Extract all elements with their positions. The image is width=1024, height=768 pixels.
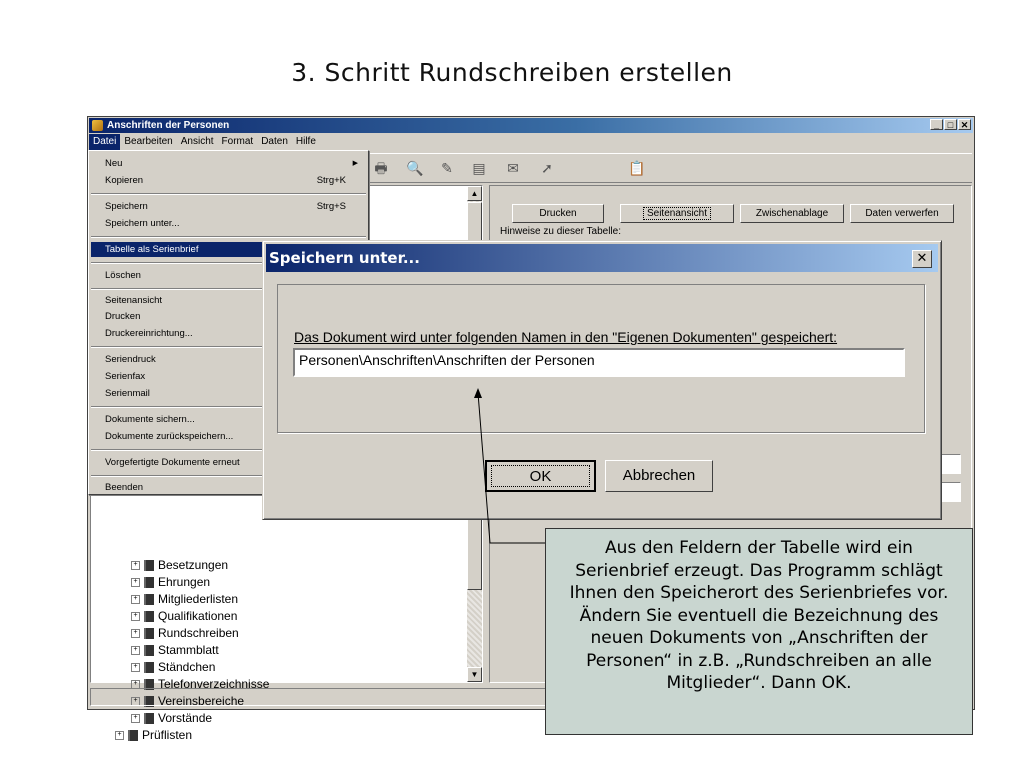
menu-item-dokumente-zurueck[interactable]: Dokumente zurückspeichern... <box>105 431 234 442</box>
filename-label: Das Dokument wird unter folgenden Namen in den "Eigenen Dokumenten" gespeichert: <box>294 329 838 345</box>
menu-hilfe[interactable]: Hilfe <box>295 136 316 147</box>
tree-item[interactable]: + Stammblatt <box>131 642 219 659</box>
menu-datei[interactable]: Datei <box>89 134 120 150</box>
preview-icon[interactable]: 🔍 <box>406 160 424 176</box>
menu-item-seitenansicht[interactable]: Seitenansicht <box>105 295 163 306</box>
window-titlebar[interactable] <box>89 118 973 133</box>
tree-item[interactable]: + Ständchen <box>131 659 215 676</box>
menu-item-dokumente-sichern[interactable]: Dokumente sichern... <box>105 414 195 425</box>
dialog-close-icon[interactable]: ✕ <box>912 250 932 268</box>
ok-button[interactable]: OK <box>485 460 596 492</box>
menu-item-druckereinrichtung[interactable]: Druckereinrichtung... <box>105 328 193 339</box>
print-icon[interactable]: 🖶 <box>374 160 388 176</box>
app-icon <box>92 120 103 131</box>
scroll-up-icon[interactable]: ▲ <box>467 186 482 201</box>
menu-item-beenden[interactable]: Beenden <box>105 482 144 493</box>
tree-item[interactable]: + Telefonverzeichnisse <box>131 676 269 693</box>
scroll-down-icon[interactable]: ▼ <box>467 667 482 682</box>
table-icon[interactable]: ▤ <box>472 160 486 176</box>
menu-item-drucken[interactable]: Drucken <box>105 311 141 322</box>
explanation-callout: Aus den Feldern der Tabelle wird ein Serienbrief erzeugt. Das Programm schlägt Ihnen den Speicherort des Serienbriefes vor. Ändern Sie eventuell die Bezeichnung des neuen Dokuments von „Anschriften der Personen“ in z.B. „Rundschreiben an alle Mitglieder“. Dann OK. <box>545 528 973 735</box>
menu-item-speichern[interactable]: Speichern Strg+S <box>105 201 346 212</box>
menu-format[interactable]: Format <box>221 136 254 147</box>
zwischenablage-button[interactable]: Zwischenablage <box>740 204 844 223</box>
export-icon[interactable]: ➚ <box>541 160 553 176</box>
maximize-button[interactable]: □ <box>944 119 957 130</box>
window-title: Anschriften der Personen <box>107 120 230 131</box>
close-button[interactable]: ✕ <box>958 119 971 130</box>
menu-ansicht[interactable]: Ansicht <box>180 136 214 147</box>
tree-item[interactable]: + Rundschreiben <box>131 625 239 642</box>
menu-item-serienmail[interactable]: Serienmail <box>105 388 150 399</box>
menu-bearbeiten[interactable]: Bearbeiten <box>124 136 173 147</box>
tree-item[interactable]: + Vorstände <box>131 710 212 727</box>
menu-item-seriendruck[interactable]: Seriendruck <box>105 354 156 365</box>
filename-input[interactable]: Personen\Anschriften\Anschriften der Personen <box>293 348 905 377</box>
tree-item[interactable]: + Prüflisten <box>115 727 192 744</box>
menu-item-loeschen[interactable]: Löschen <box>105 270 141 281</box>
tree-item[interactable]: + Besetzungen <box>131 557 228 574</box>
dialog-title: Speichern unter... <box>269 249 420 267</box>
eraser-icon[interactable]: ✎ <box>441 160 453 176</box>
clipboard-icon[interactable]: 📋 <box>628 160 646 176</box>
menu-item-tabelle-serienbrief[interactable]: Tabelle als Serienbrief <box>91 242 366 257</box>
seitenansicht-button[interactable]: Seitenansicht <box>620 204 734 223</box>
daten-verwerfen-button[interactable]: Daten verwerfen <box>850 204 954 223</box>
tree-item[interactable]: + Qualifikationen <box>131 608 237 625</box>
tree-item[interactable]: + Mitgliederlisten <box>131 591 238 608</box>
menu-separator <box>91 236 366 238</box>
menu-item-neu[interactable]: Neu ▶ <box>105 158 358 169</box>
menu-daten[interactable]: Daten <box>261 136 288 147</box>
dialog-titlebar[interactable] <box>266 244 938 272</box>
tree-item[interactable]: + Vereinsbereiche <box>131 693 244 710</box>
slide-title: 3. Schritt Rundschreiben erstellen <box>291 58 733 87</box>
menu-item-serienfax[interactable]: Serienfax <box>105 371 146 382</box>
tree-item[interactable]: + Ehrungen <box>131 574 210 591</box>
menu-separator <box>91 193 366 195</box>
menu-item-kopieren[interactable]: Kopieren Strg+K <box>105 175 346 186</box>
drucken-button[interactable]: Drucken <box>512 204 604 223</box>
hint-label: Hinweise zu dieser Tabelle: <box>500 226 621 237</box>
menu-item-speichern-unter[interactable]: Speichern unter... <box>105 218 180 229</box>
mail-icon[interactable]: ✉ <box>507 160 519 176</box>
cancel-button[interactable]: Abbrechen <box>605 460 713 492</box>
save-as-dialog <box>262 240 942 520</box>
menu-item-vorgefertigte[interactable]: Vorgefertigte Dokumente erneut <box>105 457 240 468</box>
minimize-button[interactable]: _ <box>930 119 943 130</box>
menubar <box>89 134 973 150</box>
